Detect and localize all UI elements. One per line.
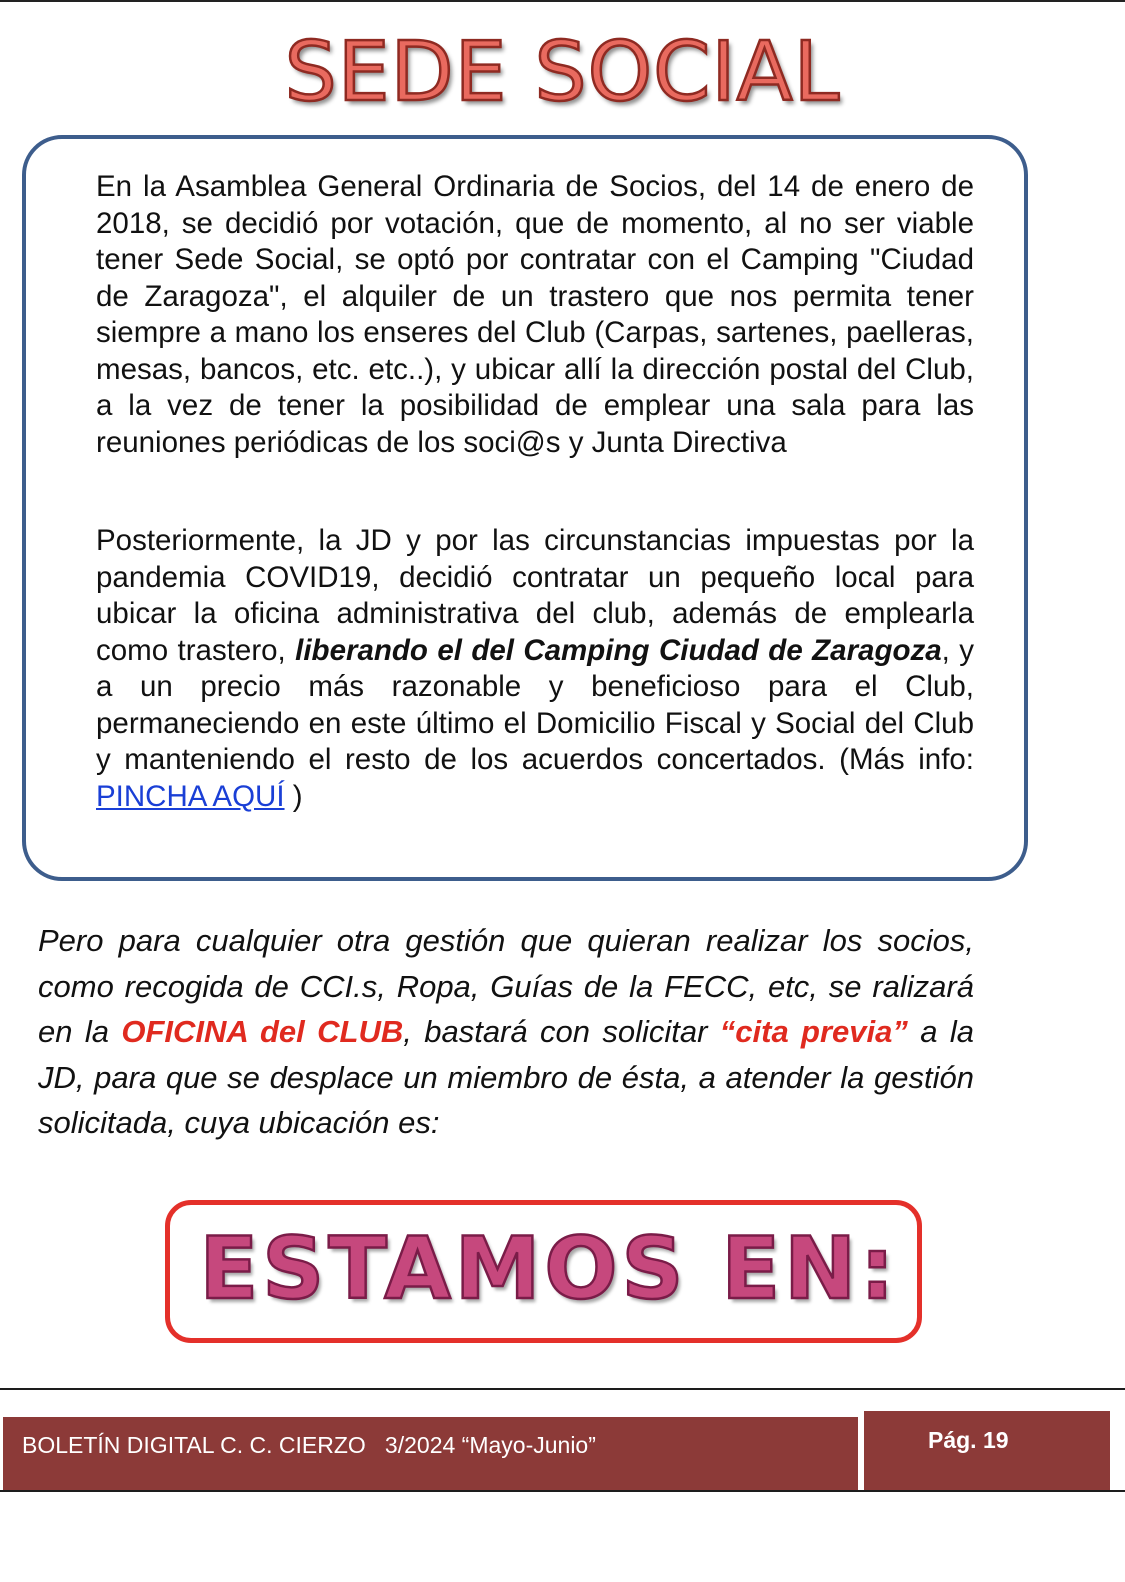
paragraph-office-close: ) bbox=[284, 779, 303, 813]
location-banner-text: ESTAMOS EN: bbox=[199, 1219, 899, 1319]
paragraph-office bbox=[96, 523, 974, 815]
office-note-text-2: , bastará con solicitar bbox=[403, 1014, 720, 1049]
paragraph-office-continuation: , y a un precio más razonable y beneficioso para el Club, permaneciendo en este último el Domicilio Fiscal y Social del Club y manteniendo el resto de los acuerdos concertados. (Más info: bbox=[96, 633, 975, 776]
office-name: OFICINA del CLUB bbox=[121, 1014, 404, 1049]
appointment-label: “cita previa” bbox=[719, 1014, 908, 1049]
footer-rule-bottom bbox=[0, 1490, 1125, 1492]
more-info-link[interactable]: PINCHA AQUÍ bbox=[96, 779, 285, 813]
footer-publication: BOLETÍN DIGITAL C. C. CIERZO 3/2024 “Mayo-Junio” bbox=[3, 1417, 858, 1490]
footer-page-number: Pág. 19 bbox=[864, 1411, 1110, 1490]
paragraph-assembly: En la Asamblea General Ordinaria de Socios, del 14 de enero de 2018, se decidió por votación, que de momento, al no ser viable tener Sede Social, se optó por contratar con el Camping "Ciudad de Zaragoza", el alquiler de un trastero que nos permita tener siempre a mano los enseres del Club (Carpas, sartenes, paelleras, mesas, bancos, etc. etc..), y ubicar allí la dirección postal del Club, a la vez de tener la posibilidad de emplear una sala para las reuniones periódicas de los soci@s y Junta Directiva bbox=[96, 170, 974, 459]
paragraph-office-text: Posteriormente, la JD y por las circunstancias impuestas por la pandemia COVID19, decidió contratar un pequeño local para ubicar la oficina administrativa del club, además de emplearla como trastero, bbox=[96, 524, 974, 667]
paragraph-office-emphasis: liberando el del Camping Ciudad de Zaragoza bbox=[295, 633, 942, 667]
office-note-text: Pero para cualquier otra gestión que quieran realizar los socios, como recogida de CCI.s, Ropa, Guías de la FECC, etc, se ralizará en la bbox=[38, 923, 974, 1049]
top-rule bbox=[0, 0, 1125, 2]
office-note bbox=[38, 918, 974, 1146]
page-title: SEDE SOCIAL bbox=[284, 25, 841, 120]
office-note-text-3: a la JD, para que se desplace un miembro de ésta, a atender la gestión solicitada, cuya ubicación es: bbox=[38, 1014, 974, 1140]
footer-rule-top bbox=[0, 1388, 1125, 1390]
